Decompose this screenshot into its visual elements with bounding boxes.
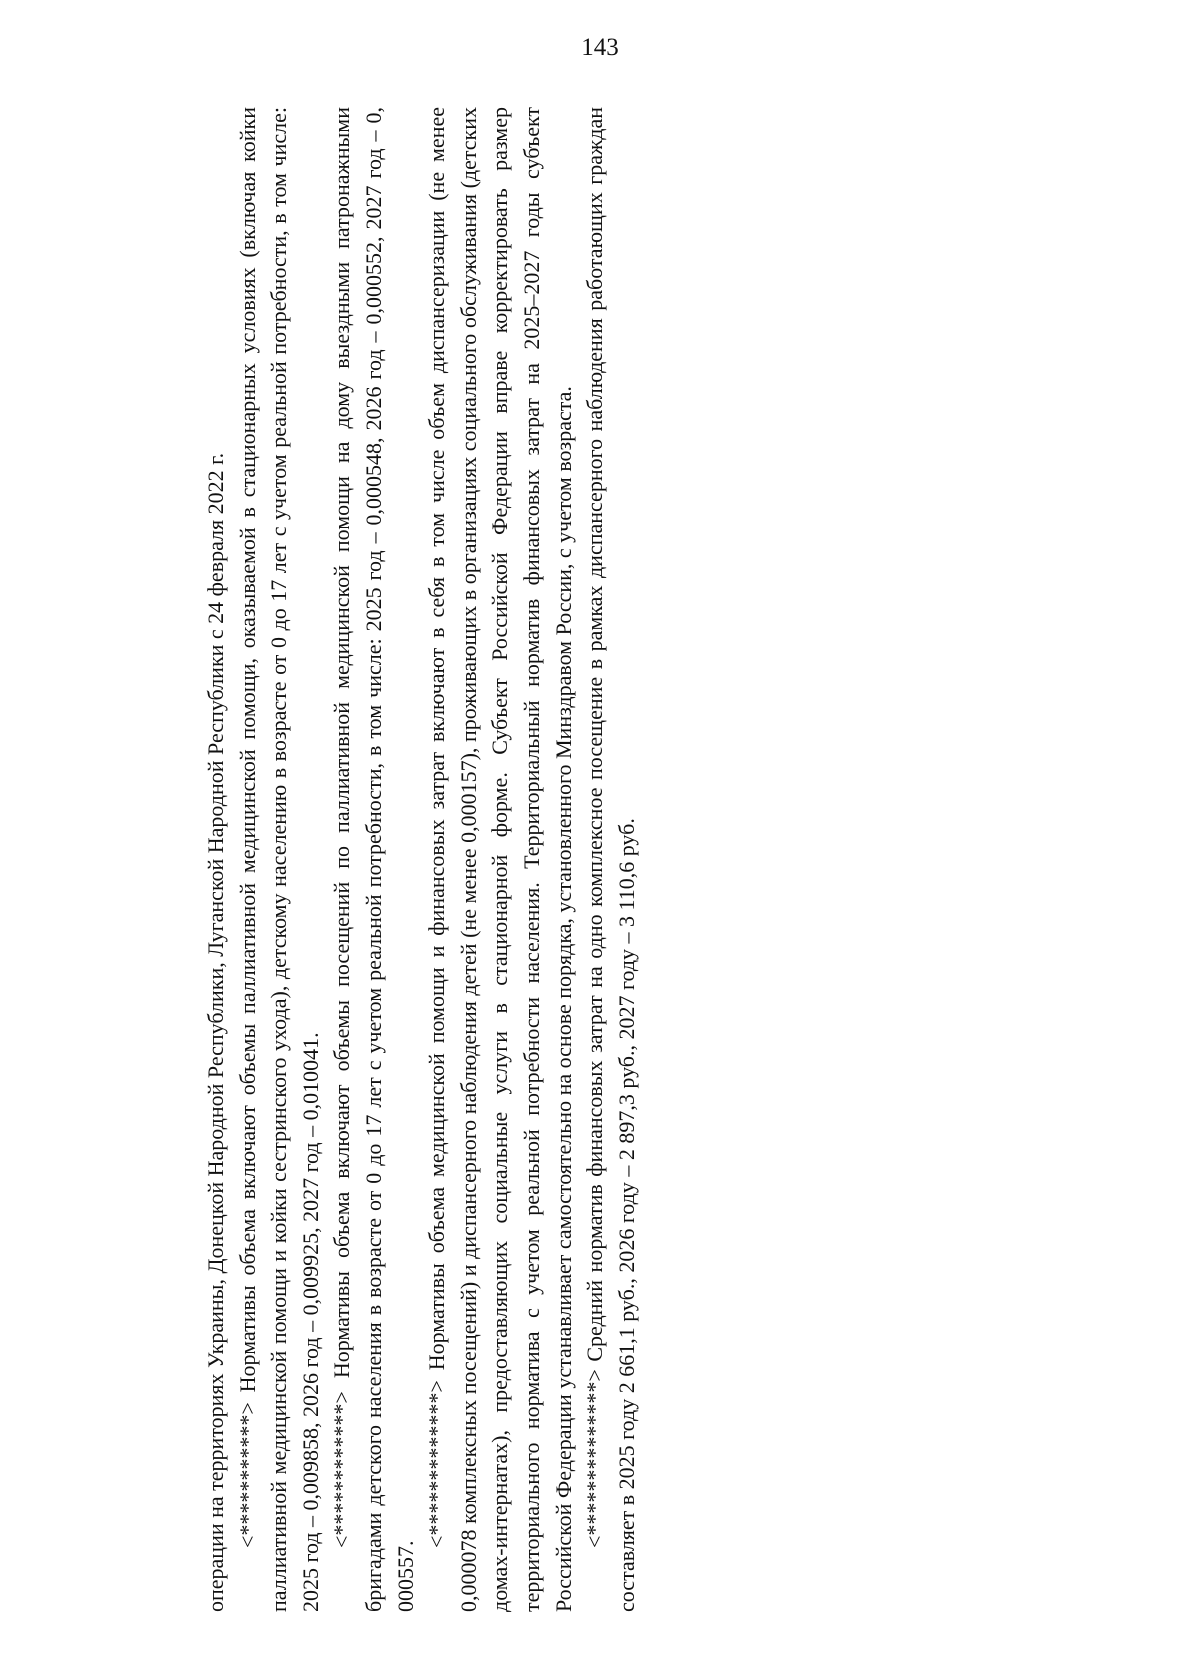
paragraph-continuation: операции на территориях Украины, Донецкой Народной Республики, Луганской Народной Республики с 24 февраля 2022 г. <box>203 452 228 1612</box>
rotated-text-frame <box>200 107 795 1612</box>
page-number: 143 <box>581 34 619 61</box>
footnote-11-stars: <***********> Нормативы объема включают объемы паллиативной медицинской помощи, оказываемой в стационарных условиях (включая койки паллиативной медицинской помощи и койки сестринского ухода), детскому населению в возрасте от 0 до 17 лет с учетом реальной потребности, в том числе: 2025 год – 0,009858, 2026 год – 0,009925, 2027 год – 0,010041. <box>234 107 323 1612</box>
footnote-12-stars: <************> Нормативы объема включают объемы посещений по паллиативной медицинской помощи на дому выездными патронажными бригадами детского населения в возрасте от 0 до 17 лет с учетом реальной потребности, в том числе: 2025 год – 0,000548, 2026 год – 0,000552, 2027 год – 0, 000557. <box>329 107 418 1612</box>
footnotes-text-block <box>200 107 642 1612</box>
footnote-13-stars: <*************> Нормативы объема медицинской помощи и финансовых затрат включают в себя в том числе объем диспансеризации (не менее 0,000078 комплексных посещений) и диспансерного наблюдения детей (не менее 0,000157), проживающих в организациях социального обслуживания (детских домах-интернатах), предоставляющих социальные услуги в стационарной форме. Субъект Российской Федерации вправе корректировать размер территориального норматива с учетом реальной потребности населения. Территориальный норматив финансовых затрат на 2025–2027 годы субъект Российской Федерации устанавливает самостоятельно на основе порядка, установленного Минздравом России, с учетом возраста. <box>424 107 576 1612</box>
footnote-14-stars: <**************> Средний норматив финансовых затрат на одно комплексное посещение в рамках диспансерного наблюдения работающих граждан составляет в 2025 году 2 661,1 руб., 2026 году – 2 897,3 руб., 2027 году – 3 110,6 руб. <box>582 107 639 1612</box>
